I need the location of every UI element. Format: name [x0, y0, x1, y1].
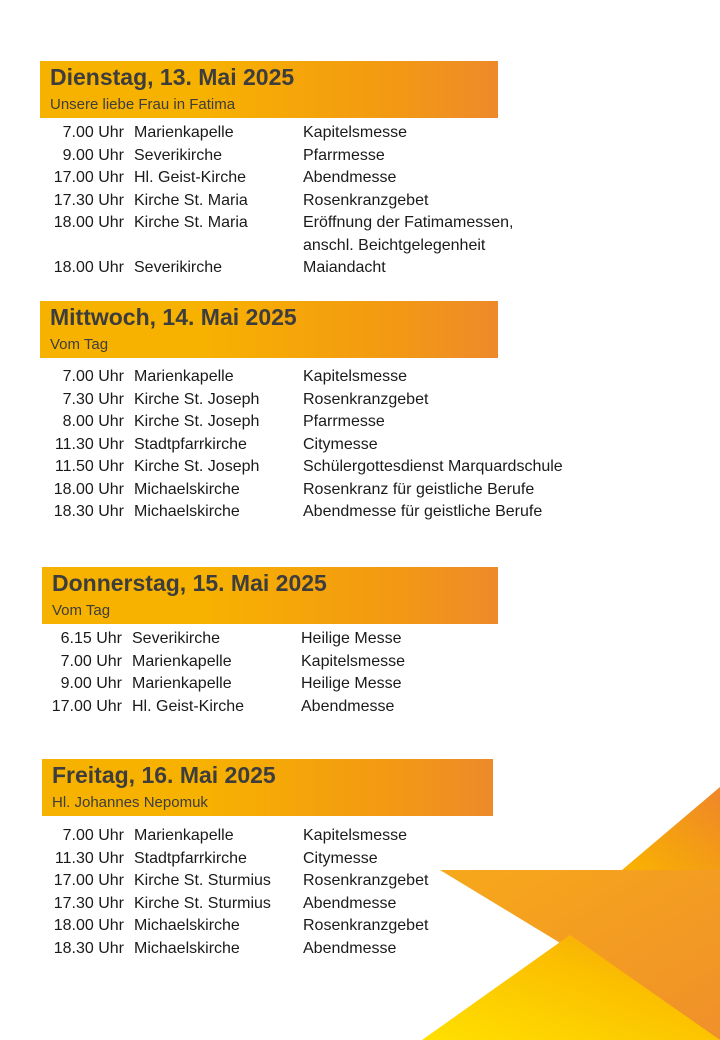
event: Kapitelsmesse: [301, 652, 406, 670]
place: Kirche St. Maria: [134, 214, 248, 231]
schedule-row: [0, 145, 720, 168]
time: 9.00 Uhr: [62, 146, 124, 164]
event: Eröffnung der Fatimamessen,: [303, 214, 514, 231]
day-subtitle: Vom Tag: [50, 336, 109, 353]
time: 7.00 Uhr: [60, 652, 122, 670]
time: 7.00 Uhr: [62, 827, 124, 844]
time: 18.30 Uhr: [53, 939, 124, 957]
schedule-list: [0, 122, 720, 280]
time: 18.00 Uhr: [53, 917, 124, 934]
place: Marienkapelle: [132, 675, 232, 692]
time: 11.50 Uhr: [54, 458, 124, 475]
day-title: Freitag, 16. Mai 2025: [52, 762, 276, 788]
place: Hl. Geist-Kirche: [134, 169, 247, 186]
event: Citymesse: [303, 849, 378, 867]
place: Michaelskirche: [134, 503, 240, 520]
event: Abendmesse: [303, 939, 397, 957]
schedule-row: [0, 479, 720, 502]
day-title: Mittwoch, 14. Mai 2025: [50, 304, 297, 330]
event: Heilige Messe: [301, 630, 402, 647]
event: Kapitelsmesse: [303, 827, 408, 844]
time: 17.00 Uhr: [53, 169, 124, 186]
event: Abendmesse: [301, 697, 395, 715]
day-subtitle: Hl. Johannes Nepomuk: [52, 794, 208, 811]
event: Kapitelsmesse: [303, 368, 408, 385]
place: Michaelskirche: [134, 480, 240, 498]
place: Severikirche: [134, 259, 223, 276]
day-title: Donnerstag, 15. Mai 2025: [52, 570, 327, 596]
event: anschl. Beichtgelegenheit: [303, 236, 486, 254]
schedule-list: [0, 366, 720, 524]
schedule-row: [0, 848, 720, 871]
time: 18.00 Uhr: [53, 259, 124, 276]
event: Citymesse: [303, 435, 378, 453]
time: 7.00 Uhr: [62, 124, 124, 141]
event: Rosenkranz für geistliche Berufe: [303, 480, 535, 498]
place: Kirche St. Maria: [134, 191, 248, 209]
time: 6.15 Uhr: [60, 630, 122, 647]
schedule-list: [0, 628, 720, 718]
schedule-row: [0, 411, 720, 434]
schedule-row: [0, 122, 720, 145]
schedule-row: [0, 190, 720, 213]
time: 18.00 Uhr: [53, 214, 124, 231]
place: Severikirche: [134, 146, 223, 164]
place: Kirche St. Joseph: [134, 413, 260, 430]
event: Maiandacht: [303, 259, 386, 276]
place: Marienkapelle: [132, 652, 232, 670]
time: 18.00 Uhr: [53, 480, 124, 498]
place: Hl. Geist-Kirche: [132, 697, 245, 715]
schedule-row: [0, 938, 720, 961]
place: Michaelskirche: [134, 939, 240, 957]
event: Rosenkranzgebet: [303, 872, 429, 889]
schedule-row: [0, 167, 720, 190]
time: 17.30 Uhr: [53, 894, 124, 912]
schedule-row: [0, 825, 720, 848]
day-subtitle: Unsere liebe Frau in Fatima: [50, 96, 236, 113]
place: Stadtpfarrkirche: [134, 849, 247, 867]
day-title: Dienstag, 13. Mai 2025: [50, 64, 295, 90]
schedule-row: [0, 893, 720, 916]
schedule-row: [0, 389, 720, 412]
day-banner: [40, 61, 498, 118]
schedule-row: [0, 696, 720, 719]
schedule-row: [0, 257, 720, 280]
schedule-row: [0, 212, 720, 235]
event: Abendmesse: [303, 894, 397, 912]
time: 9.00 Uhr: [60, 675, 122, 692]
time: 17.00 Uhr: [53, 872, 124, 889]
place: Kirche St. Sturmius: [134, 894, 271, 912]
time: 11.30 Uhr: [54, 435, 124, 453]
place: Kirche St. Sturmius: [134, 872, 271, 889]
place: Stadtpfarrkirche: [134, 435, 247, 453]
event: Abendmesse für geistliche Berufe: [303, 503, 543, 520]
place: Marienkapelle: [134, 827, 234, 844]
schedule-row: [0, 673, 720, 696]
schedule-row: [0, 915, 720, 938]
time: 7.30 Uhr: [62, 390, 124, 408]
event: Rosenkranzgebet: [303, 917, 429, 934]
day-subtitle: Vom Tag: [52, 602, 111, 619]
schedule-row-continuation: [0, 235, 720, 258]
event: Pfarrmesse: [303, 413, 385, 430]
day-banner: [40, 301, 498, 358]
place: Marienkapelle: [134, 368, 234, 385]
time: 17.30 Uhr: [53, 191, 124, 209]
schedule-row: [0, 434, 720, 457]
time: 7.00 Uhr: [62, 368, 124, 385]
schedule-row: [0, 366, 720, 389]
event: Heilige Messe: [301, 675, 402, 692]
schedule-row: [0, 870, 720, 893]
schedule-row: [0, 456, 720, 479]
day-banner: [42, 567, 498, 624]
day-banner: [42, 759, 493, 816]
schedule-row: [0, 501, 720, 524]
time: 18.30 Uhr: [53, 503, 124, 520]
time: 17.00 Uhr: [51, 697, 122, 715]
event: Schülergottesdienst Marquardschule: [303, 458, 563, 475]
place: Kirche St. Joseph: [134, 390, 260, 408]
place: Kirche St. Joseph: [134, 458, 260, 475]
time: 8.00 Uhr: [62, 413, 124, 430]
event: Rosenkranzgebet: [303, 191, 429, 209]
schedule-list: [0, 825, 720, 960]
schedule-row: [0, 651, 720, 674]
place: Marienkapelle: [134, 124, 234, 141]
event: Abendmesse: [303, 169, 397, 186]
time: 11.30 Uhr: [54, 849, 124, 867]
schedule-row: [0, 628, 720, 651]
place: Michaelskirche: [134, 917, 240, 934]
place: Severikirche: [132, 630, 221, 647]
event: Kapitelsmesse: [303, 124, 408, 141]
event: Rosenkranzgebet: [303, 390, 429, 408]
event: Pfarrmesse: [303, 146, 385, 164]
